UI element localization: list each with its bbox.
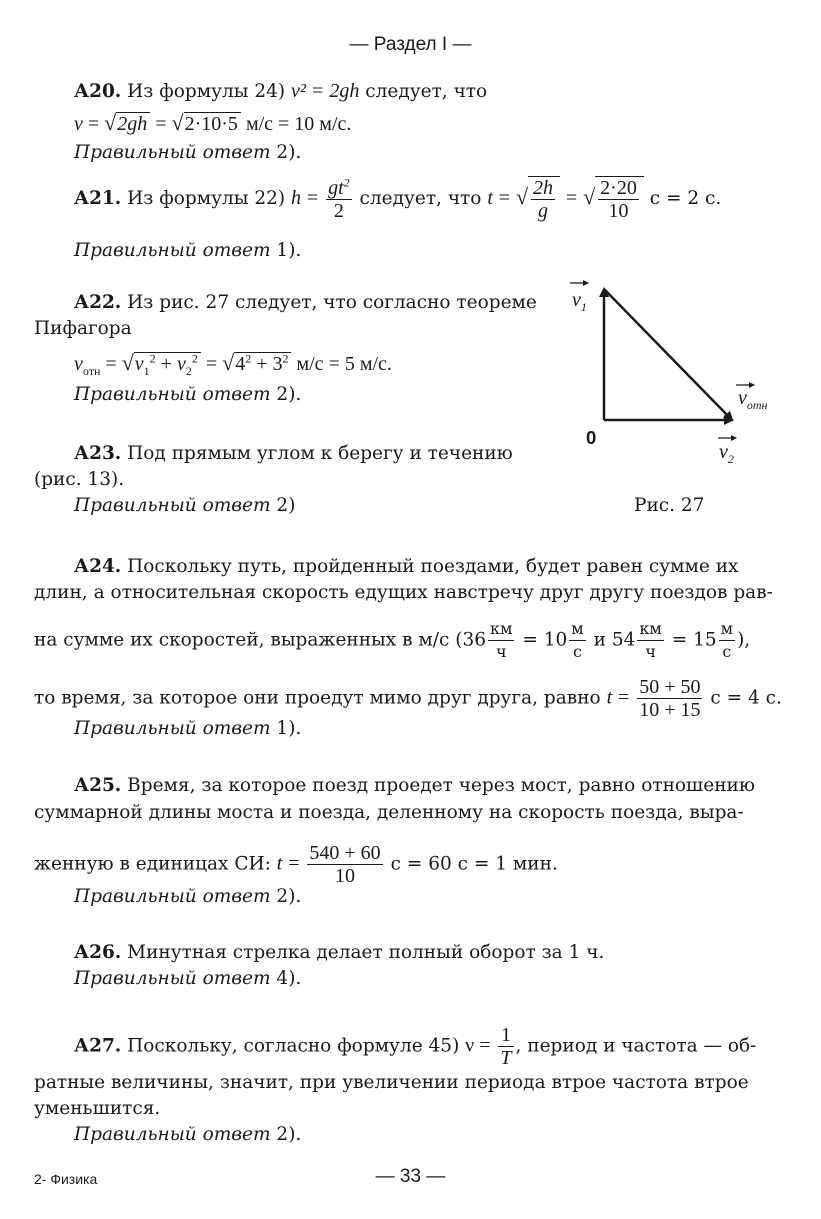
- a20-formula-line: v = √2gh = √2·10·5 м/с = 10 м/с.: [74, 110, 352, 135]
- page-number: — 33 —: [375, 1166, 446, 1187]
- a21-line1: А21. Из формулы 22) h = $\frac{gt^2}{2}$ следует, что t = √ $\frac{2h}{g}$ = √ $\frac{2\cdot 20}{10}$ с = 2 с.: [74, 174, 722, 222]
- label-votn: $v_{отн}$: [738, 387, 768, 412]
- a27-line2: ратные величины, значит, при увеличении периода втрое частота втрое: [34, 1072, 749, 1093]
- a20-id: А20.: [74, 81, 122, 102]
- a24-line3: на сумме их скоростей, выраженных в м/с (36 $\frac{км}{ч}$ = 10 $\frac{м}{с}$ и 54 $\frac{км}{ч}$ = 15 $\frac{м}{с}$ ),: [34, 619, 751, 661]
- a22-line2: Пифагора: [34, 318, 132, 339]
- figure-caption: Рис. 27: [634, 495, 705, 516]
- label-v1: $v_1$: [572, 289, 587, 314]
- a23-line1: А23. Под прямым углом к берегу и течению: [74, 443, 513, 464]
- a20-answer: Правильный ответ 2).: [74, 142, 302, 163]
- a27-answer: Правильный ответ 2).: [74, 1124, 302, 1145]
- a22-line1: А22. Из рис. 27 следует, что согласно теореме: [74, 292, 537, 313]
- a22-formula: $v_{отн} = √v_1^2 + v_2^2 = √4^2 + 3^2$ м/с = 5 м/с.: [74, 350, 392, 378]
- a23-line2: (рис. 13).: [34, 469, 125, 490]
- a20-line1: А20. Из формулы 24) v² = 2gh следует, что: [74, 80, 488, 102]
- a24-line4: то время, за которое они проедут мимо друг друга, равно t = $\frac{50 + 50}{10 + 15}$ с = 4 с.: [34, 676, 782, 721]
- a27-line1: А27. Поскольку, согласно формуле 45) ν = $\frac{1}{T}$ , период и частота — об-: [74, 1024, 757, 1069]
- label-v2: $v_2$: [719, 441, 734, 466]
- a26-line1: А26. Минутная стрелка делает полный оборот за 1 ч.: [74, 942, 605, 963]
- a26-answer: Правильный ответ 4).: [74, 968, 302, 989]
- vector-votn: [604, 289, 732, 420]
- a21-frac-gt2: $\frac{gt^2}{2}$: [328, 174, 350, 222]
- a24-line2: длин, а относительная скорость едущих навстречу друг другу поездов рав-: [34, 582, 773, 603]
- a25-line2: суммарной длины моста и поезда, деленному на скорость поезда, выра-: [34, 802, 744, 823]
- a25-answer: Правильный ответ 2).: [74, 886, 302, 907]
- a22-answer: Правильный ответ 2).: [74, 384, 302, 405]
- a27-line3: уменьшится.: [34, 1098, 161, 1119]
- a24-answer: Правильный ответ 1).: [74, 718, 302, 739]
- label-origin: 0: [586, 427, 597, 448]
- a23-answer: Правильный ответ 2): [74, 495, 296, 516]
- a25-line3: женную в единицах СИ: t = $\frac{540 + 60}{10}$ с = 60 с = 1 мин.: [34, 842, 558, 887]
- a24-line1: А24. Поскольку путь, пройденный поездами, будет равен сумме их: [74, 556, 739, 577]
- a20-formula: v² = 2gh: [291, 80, 360, 102]
- running-header: — Раздел I —: [349, 34, 472, 55]
- a25-line1: А25. Время, за которое поезд проедет через мост, равно отношению: [74, 775, 755, 796]
- a21-answer: Правильный ответ 1).: [74, 240, 302, 261]
- footer-signature: 2- Физика: [34, 1171, 98, 1187]
